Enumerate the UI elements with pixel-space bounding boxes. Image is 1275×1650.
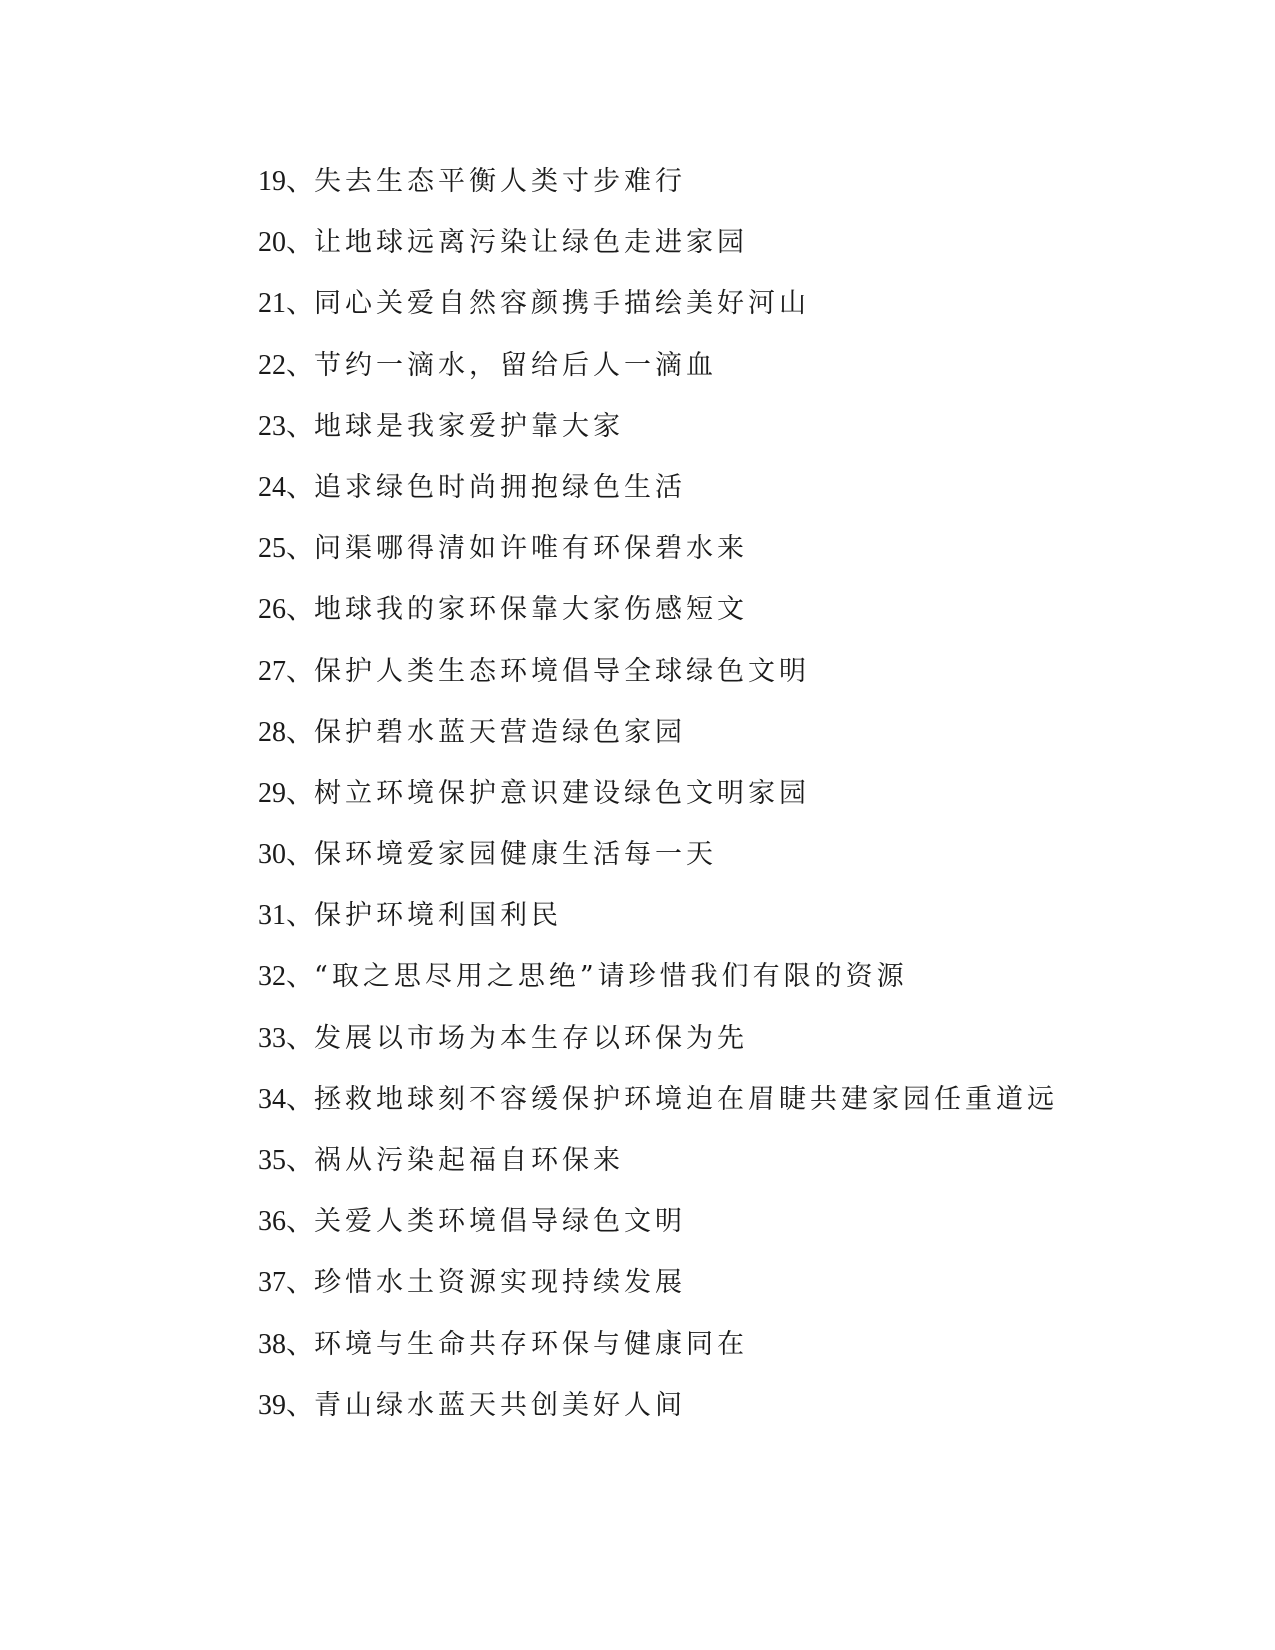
item-number: 24、 [258, 471, 315, 503]
item-text: 关爱人类环境倡导绿色文明 [314, 1206, 687, 1238]
list-item [258, 1017, 1058, 1078]
item-number: 25、 [258, 533, 315, 565]
item-number: 32、 [258, 961, 315, 993]
list-item [258, 466, 1058, 527]
list-item [258, 588, 1058, 649]
item-text: 追求绿色时尚拥抱绿色生活 [314, 471, 687, 503]
item-number: 30、 [258, 839, 315, 871]
item-number: 38、 [258, 1328, 315, 1360]
item-text: 祸从污染起福自环保来 [314, 1145, 625, 1176]
item-text: 节约一滴水，留给后人一滴血 [314, 349, 718, 381]
item-text: 问渠哪得清如许唯有环保碧水来 [314, 533, 749, 565]
item-number: 34、 [258, 1083, 315, 1115]
item-number: 31、 [258, 900, 315, 932]
item-text: 拯救地球刻不容缓保护环境迫在眉睫共建家园任重道远 [314, 1083, 1059, 1115]
item-number: 28、 [258, 716, 315, 748]
list-item [258, 772, 1058, 833]
item-number: 33、 [258, 1022, 315, 1054]
item-number: 23、 [258, 410, 315, 442]
list-item [258, 833, 1058, 894]
item-text: 保护人类生态环境倡导全球绿色文明 [314, 655, 811, 687]
item-text: 保护碧水蓝天营造绿色家园 [314, 716, 687, 748]
item-text: 发展以市场为本生存以环保为先 [314, 1022, 749, 1054]
list-item [258, 1139, 1058, 1200]
list-item [258, 650, 1058, 711]
list-item [258, 405, 1058, 466]
item-number: 26、 [258, 594, 315, 626]
item-text: 地球我的家环保靠大家伤感短文 [314, 594, 749, 626]
item-number: 37、 [258, 1267, 315, 1299]
list-item [258, 1323, 1058, 1384]
item-text: 环境与生命共存环保与健康同在 [314, 1328, 749, 1360]
item-number: 27、 [258, 655, 315, 687]
item-number: 29、 [258, 777, 315, 809]
list-item [258, 527, 1058, 588]
item-text: 青山绿水蓝天共创美好人间 [314, 1389, 687, 1421]
item-number: 21、 [258, 288, 315, 320]
list-item [258, 955, 1058, 1016]
item-number: 36、 [258, 1206, 315, 1238]
list-item [258, 160, 1058, 221]
list-item [258, 344, 1058, 405]
item-text: “取之思尽用之思绝”请珍惜我们有限的资源 [314, 961, 908, 993]
item-text: 树立环境保护意识建设绿色文明家园 [314, 777, 811, 809]
item-text: 同心关爱自然容颜携手描绘美好河山 [314, 288, 811, 320]
item-number: 22、 [258, 349, 315, 381]
item-text: 让地球远离污染让绿色走进家园 [314, 227, 749, 259]
item-text: 保环境爱家园健康生活每一天 [314, 839, 718, 871]
item-number: 19、 [258, 166, 315, 197]
item-text: 珍惜水土资源实现持续发展 [314, 1267, 687, 1299]
list-item [258, 221, 1058, 282]
list-item [258, 894, 1058, 955]
item-number: 39、 [258, 1389, 315, 1421]
item-text: 地球是我家爱护靠大家 [314, 410, 625, 442]
list-item [258, 1261, 1058, 1322]
item-number: 35、 [258, 1145, 315, 1176]
item-text: 失去生态平衡人类寸步难行 [314, 166, 687, 197]
list-item [258, 1384, 1058, 1445]
list-item [258, 1200, 1058, 1261]
list-item [258, 282, 1058, 343]
list-item [258, 1078, 1058, 1139]
item-text: 保护环境利国利民 [314, 900, 563, 932]
list-item [258, 711, 1058, 772]
slogan-list [258, 160, 1058, 1445]
item-number: 20、 [258, 227, 315, 259]
